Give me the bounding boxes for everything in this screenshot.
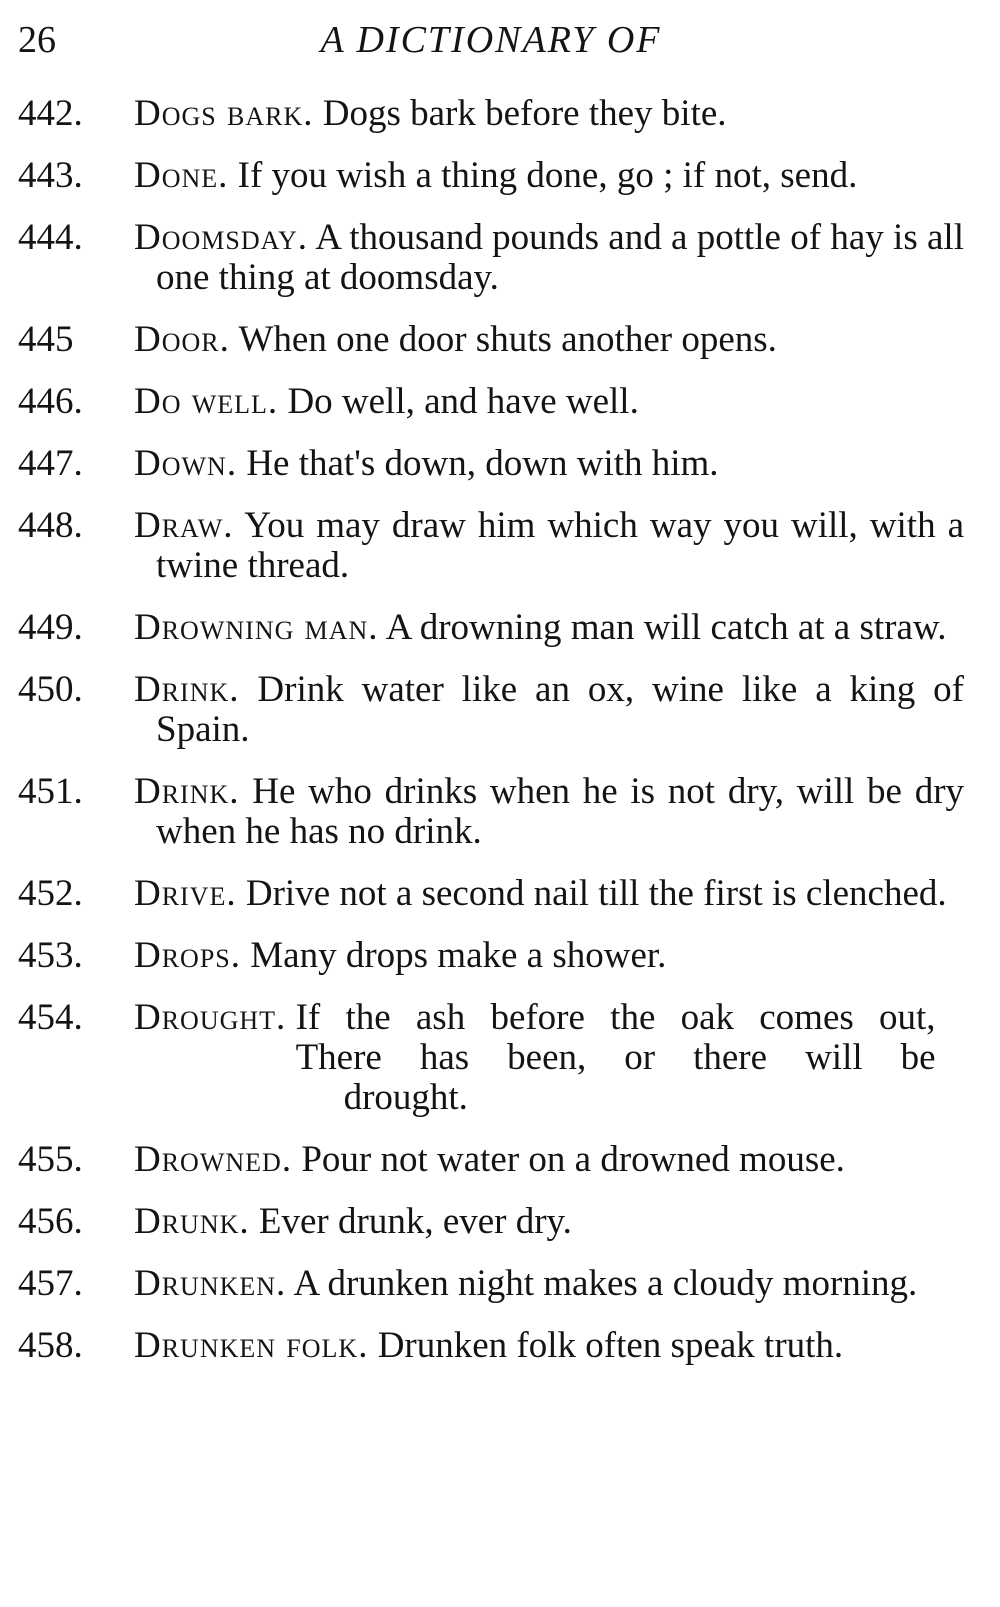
entry-452 xyxy=(18,874,964,914)
entry-number: 444. xyxy=(18,217,83,258)
entry-text: Do well, and have well. xyxy=(287,381,639,422)
entry-number: 442. xyxy=(18,93,83,134)
verse-line: There has been, or there will be xyxy=(295,1037,936,1078)
entry-verse xyxy=(296,998,936,1118)
entry-text: Many drops make a shower. xyxy=(250,935,667,976)
entry-450 xyxy=(18,670,964,750)
entry-456 xyxy=(18,1202,964,1242)
dictionary-page xyxy=(18,0,964,1607)
entry-444 xyxy=(18,218,964,298)
entry-number: 455. xyxy=(18,1139,83,1180)
entry-text: You may draw him which way you will, with a twine thread. xyxy=(156,505,964,586)
entry-number: 458. xyxy=(18,1325,83,1366)
entry-445 xyxy=(18,320,964,360)
entry-text: Drink water like an ox, wine like a king of Spain. xyxy=(156,669,964,750)
running-title: A DICTIONARY OF xyxy=(320,19,662,61)
entry-number: 447. xyxy=(18,443,83,484)
entry-454 xyxy=(18,998,964,1118)
entry-text: A drowning man will catch at a straw. xyxy=(385,607,947,648)
entry-text: Drive not a second nail till the first is clenched. xyxy=(245,873,947,914)
entry-headword: Drink. xyxy=(134,669,240,710)
entry-headword: Drunk. xyxy=(134,1201,250,1242)
entry-number: 443. xyxy=(18,155,83,196)
entry-number: 445 xyxy=(18,319,74,360)
entry-headword: Down. xyxy=(134,443,238,484)
entry-headword: Drops. xyxy=(134,935,242,976)
entry-number: 457. xyxy=(18,1263,83,1304)
entry-449 xyxy=(18,608,964,648)
entry-451 xyxy=(18,772,964,852)
entry-text: When one door shuts another opens. xyxy=(238,319,777,360)
verse-line: If the ash before the oak comes out, xyxy=(295,997,936,1038)
entry-455 xyxy=(18,1140,964,1180)
entry-number: 448. xyxy=(18,505,83,546)
entry-number: 453. xyxy=(18,935,83,976)
entry-list xyxy=(18,94,964,1388)
entry-headword: Done. xyxy=(134,155,229,196)
entry-headword: Do well. xyxy=(134,381,279,422)
verse-line: drought. xyxy=(343,1077,468,1118)
entry-442 xyxy=(18,94,964,134)
entry-number: 452. xyxy=(18,873,83,914)
entry-headword: Doomsday. xyxy=(134,217,309,258)
page-number: 26 xyxy=(18,19,56,61)
entry-headword: Dogs bark. xyxy=(134,93,314,134)
entry-headword: Drink. xyxy=(134,771,240,812)
entry-text: Pour not water on a drowned mouse. xyxy=(301,1139,845,1180)
entry-headword: Drought. xyxy=(134,997,287,1038)
entry-headword: Draw. xyxy=(134,505,234,546)
entry-number: 454. xyxy=(18,997,83,1038)
entry-text: He who drinks when he is not dry, will be dry when he has no drink. xyxy=(156,771,965,852)
entry-text: A drunken night makes a cloudy morning. xyxy=(293,1263,918,1304)
entry-headword: Drunken. xyxy=(134,1263,287,1304)
entry-number: 451. xyxy=(18,771,83,812)
entry-number: 456. xyxy=(18,1201,83,1242)
entry-headword: Drive. xyxy=(134,873,237,914)
entry-text: Dogs bark before they bite. xyxy=(322,93,727,134)
entry-text: A thousand pounds and a pottle of hay is all one thing at doomsday. xyxy=(156,217,964,298)
entry-446 xyxy=(18,382,964,422)
entry-headword: Door. xyxy=(134,319,230,360)
entry-number: 449. xyxy=(18,607,83,648)
entry-443 xyxy=(18,156,964,196)
entry-text: Ever drunk, ever dry. xyxy=(258,1201,572,1242)
running-head xyxy=(18,14,964,70)
entry-text: Drunken folk often speak truth. xyxy=(377,1325,844,1366)
entry-458 xyxy=(18,1326,964,1366)
entry-457 xyxy=(18,1264,964,1304)
entry-headword: Drowned. xyxy=(134,1139,293,1180)
entry-text: If you wish a thing done, go ; if not, send. xyxy=(237,155,858,196)
entry-453 xyxy=(18,936,964,976)
entry-448 xyxy=(18,506,964,586)
entry-text: He that's down, down with him. xyxy=(246,443,719,484)
entry-447 xyxy=(18,444,964,484)
entry-headword: Drowning man. xyxy=(134,607,379,648)
entry-number: 450. xyxy=(18,669,83,710)
entry-number: 446. xyxy=(18,381,83,422)
entry-headword: Drunken folk. xyxy=(134,1325,369,1366)
